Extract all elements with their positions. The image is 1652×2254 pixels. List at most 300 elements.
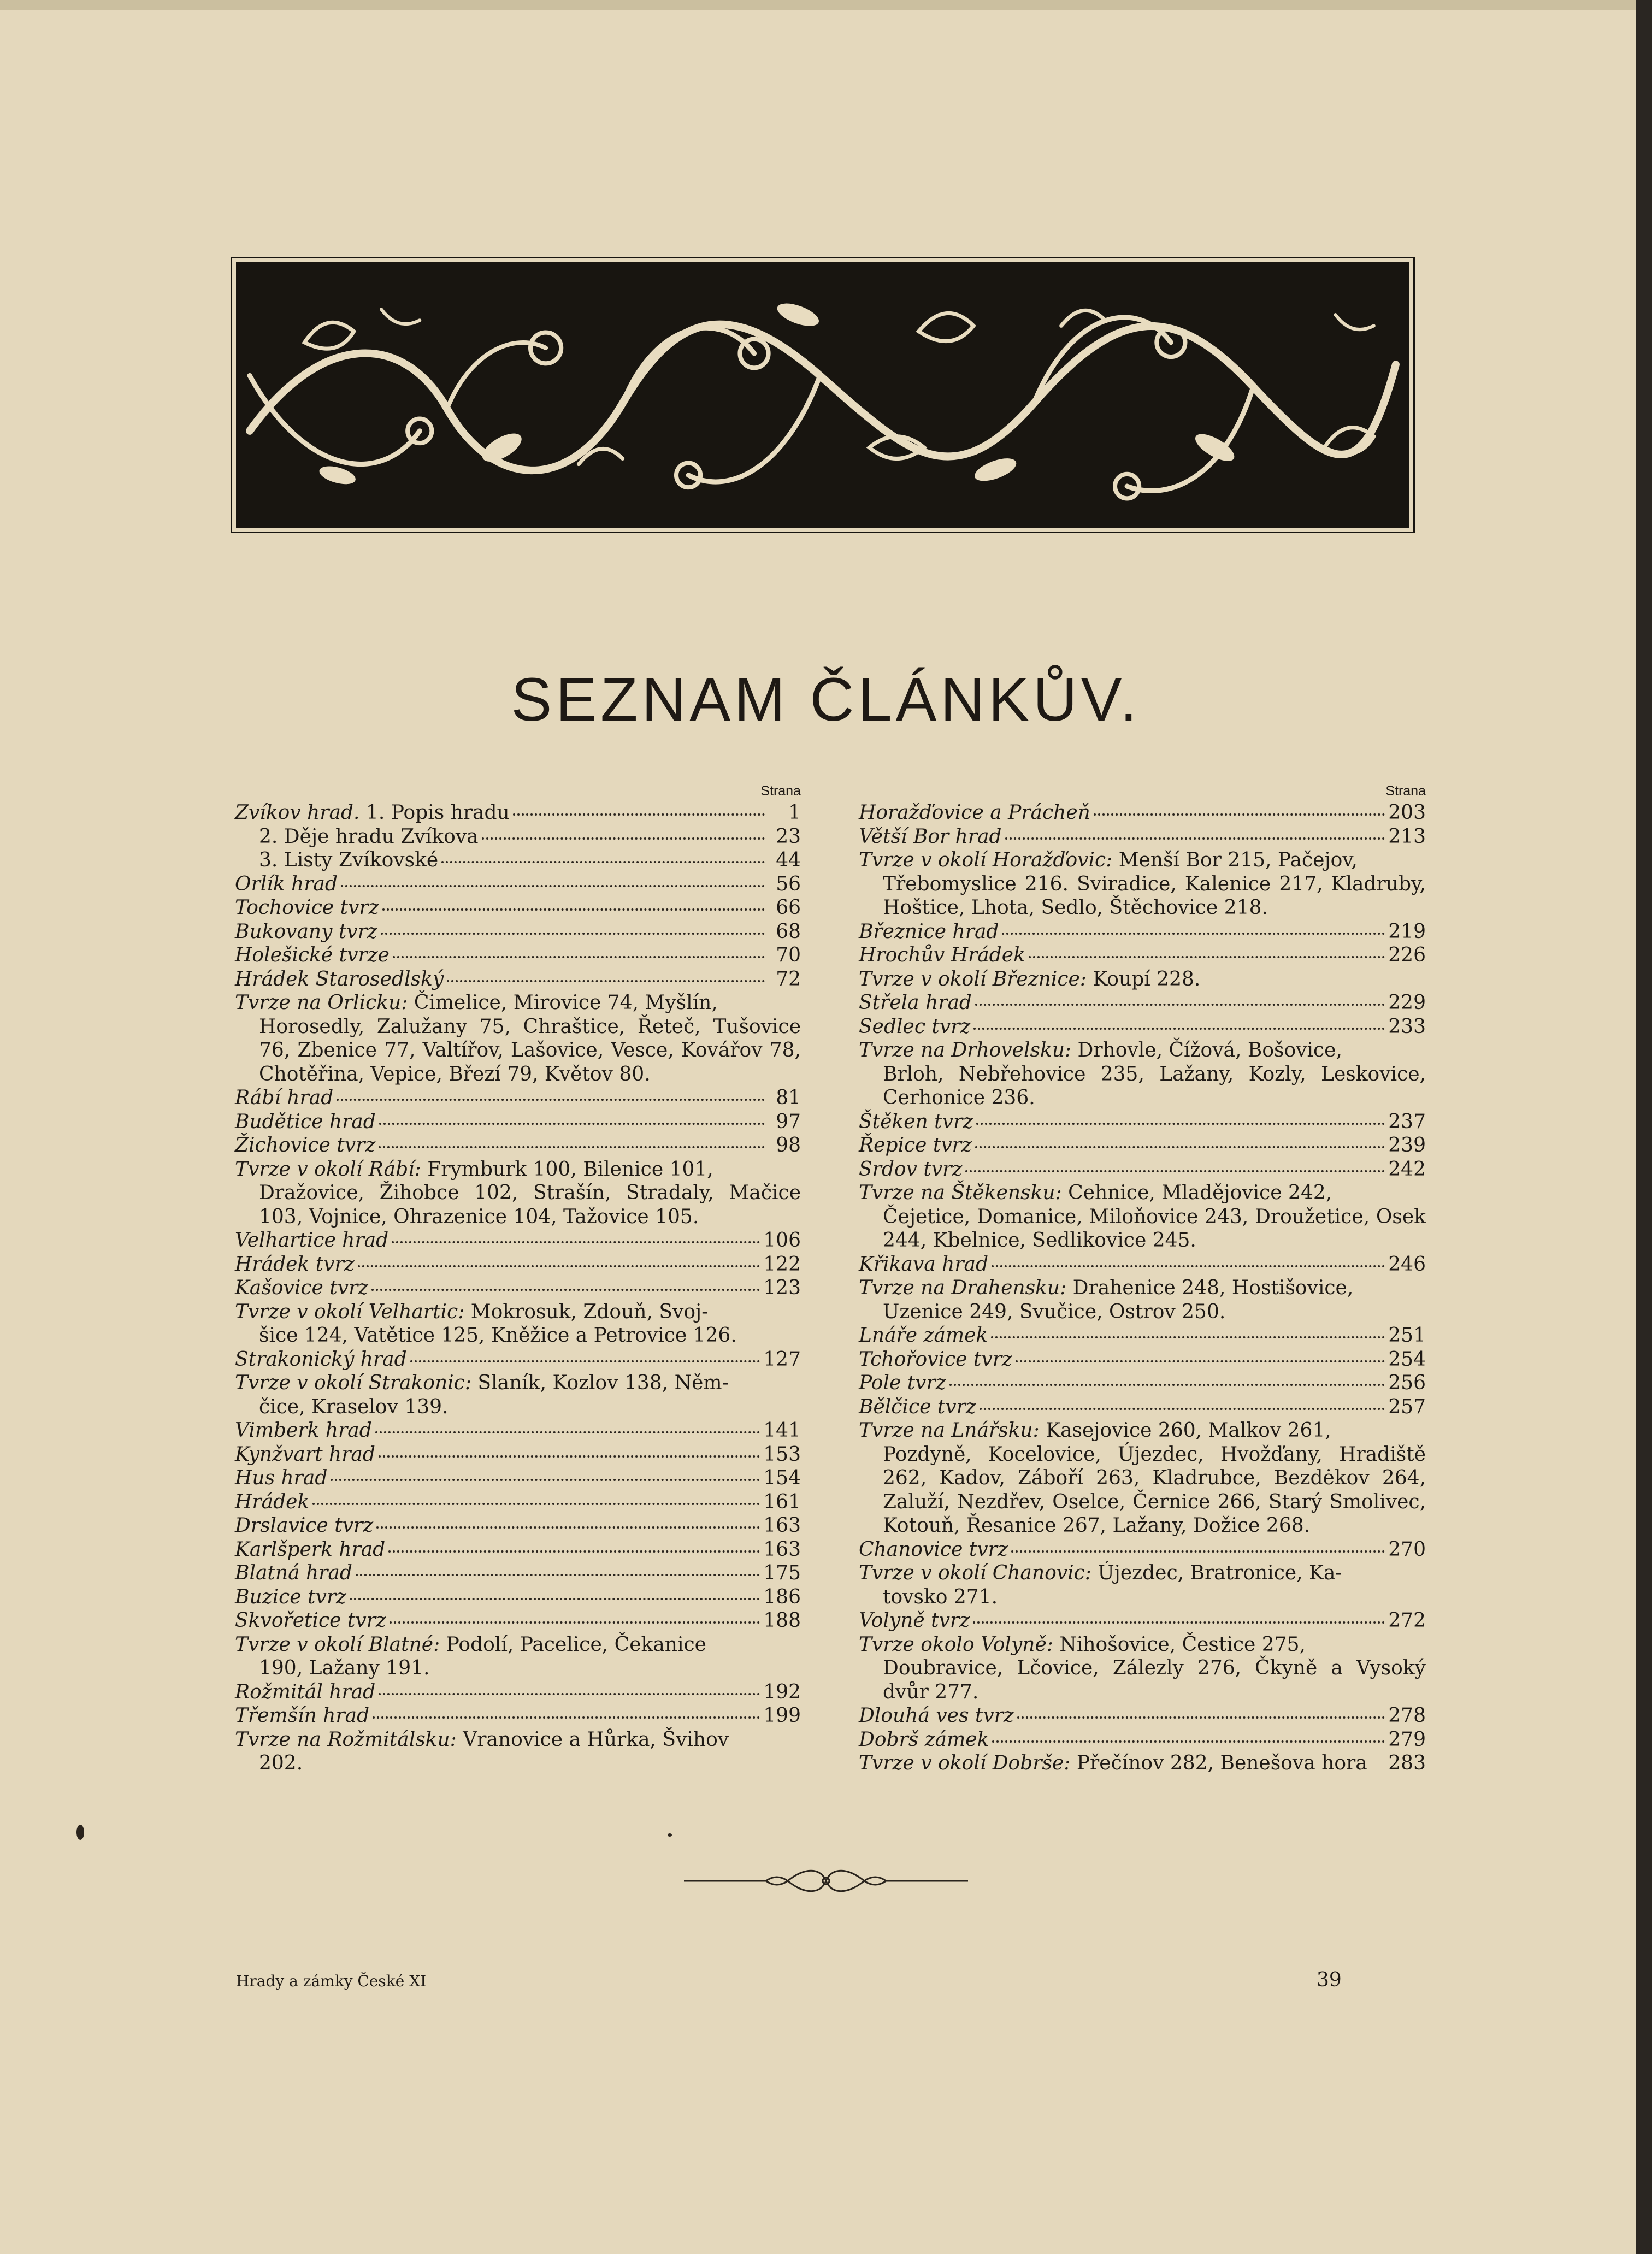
toc-entry-line [859,1371,1426,1395]
entry-page-number: 272 [1388,1609,1426,1632]
dot-leader [356,1574,760,1576]
entry-title: Tvrze v okolí Dobrše: [859,1752,1071,1774]
toc-entry-line [235,1538,801,1562]
entry-title: Třemšín hrad [235,1704,370,1727]
scan-speck [76,1825,84,1840]
toc-entries-right [859,801,1426,1775]
toc-entry [859,1419,1426,1538]
entry-title: Tvrze na Štěkensku: [859,1182,1062,1204]
toc-entry [235,1466,801,1490]
entry-title: Tvrze v okolí Strakonic: [235,1372,471,1394]
entry-page-number: 106 [763,1229,801,1252]
toc-entry-first-line [235,991,801,1015]
toc-entry [235,1514,801,1538]
toc-entry [859,991,1426,1015]
dot-leader [341,885,765,887]
entry-page-number: 279 [1388,1728,1426,1751]
toc-entry [859,1134,1426,1158]
dot-leader [371,1289,760,1291]
toc-entry-line [859,1609,1426,1633]
toc-entry-line [859,1538,1426,1562]
entry-title: Karlšperk hrad [235,1538,386,1561]
toc-entry-line [859,801,1426,825]
entry-page-number: 1 [788,801,801,824]
dot-leader [992,1740,1385,1743]
dot-leader [388,1550,760,1553]
toc-entry [859,1348,1426,1372]
entry-page-number: 163 [763,1538,801,1561]
toc-entry-line [235,1561,801,1585]
toc-entry [235,1158,801,1229]
toc-entry [235,1443,801,1467]
toc-entry [235,1680,801,1704]
toc-entry [235,848,801,872]
entry-title: Tvrze v okolí Blatné: [235,1633,440,1656]
toc-entry [859,848,1426,920]
entry-page-number: 123 [763,1277,801,1299]
toc-entry-line [859,1015,1426,1039]
entry-page-number: 237 [1388,1110,1426,1133]
scan-speck [668,1833,672,1837]
toc-entry [235,1300,801,1348]
toc-entry-line [235,1134,801,1158]
entry-page-number: 257 [1388,1395,1426,1418]
toc-entry [859,1728,1426,1752]
entry-page-number: 163 [763,1514,801,1537]
dot-leader [312,1503,760,1505]
toc-entry [235,801,801,825]
entry-page-number: 122 [763,1253,801,1276]
toc-entry-first-line [859,1276,1426,1300]
toc-entry-line [859,1728,1426,1752]
entry-title: Hus hrad [235,1467,328,1489]
entry-page-number: 254 [1388,1348,1426,1371]
toc-entry [859,1751,1426,1775]
toc-entry-line [859,1253,1426,1277]
entry-continuation: Pozdyně, Kocelovice, Újezdec, Hvožďany, Hradiště 262, Kadov, Záboří 263, Kladrubce, Bezdėkov 264, Zaluží, Nezdřev, Oselce, Černice 266, Starý Smolivec, Kotouň, Řesanice 267, Lažany, Dožice 268. [883,1443,1426,1537]
toc-entry [235,1348,801,1372]
toc-entry [235,1704,801,1728]
entry-page-number: 81 [776,1087,801,1109]
entry-continuation: 202. [259,1752,303,1774]
toc-entry-line [235,1229,801,1253]
entry-title: Hrádek tvrz [235,1253,355,1276]
dot-leader [973,1621,1385,1624]
entry-title: Volyně tvrz [859,1609,970,1632]
dot-leader [393,956,765,958]
entry-detail: Drhovle, Čížová, Bošovice, [1077,1039,1342,1061]
entry-page-number: 72 [776,967,801,990]
toc-entry [235,896,801,920]
toc-entry-first-line [859,1181,1426,1205]
entry-page-number: 98 [776,1134,801,1156]
entry-page-number: 127 [763,1348,801,1371]
entry-detail: Koupí 228. [1093,967,1201,990]
toc-entry-line [235,1253,801,1277]
entry-continuation: čice, Kraselov 139. [259,1395,449,1418]
toc-entry [859,1633,1426,1704]
toc-entry [235,1253,801,1277]
entry-title: Tvrze v okolí Chanovic: [859,1562,1092,1584]
toc-left-column [235,781,801,1775]
toc-entry [859,825,1426,849]
entry-title: Hrádek [235,1490,310,1513]
toc-entry-line [235,943,801,967]
dot-leader [381,933,765,935]
toc-entry [235,1538,801,1562]
toc-right-column [859,781,1426,1775]
entry-title: Tvrze na Drhovelsku: [859,1039,1072,1061]
entry-detail: Slaník, Kozlov 138, Něm- [477,1372,729,1394]
entry-page-number: 97 [776,1110,801,1133]
column-header: Strana [760,783,801,799]
entry-page-number: 199 [763,1704,801,1727]
toc-entry [859,1395,1426,1419]
toc-entry [859,1538,1426,1562]
entry-detail: Vranovice a Hůrka, Švihov [463,1728,729,1751]
toc-entry-line [235,1704,801,1728]
dot-leader [976,1123,1385,1125]
entry-title: Blatná hrad [235,1562,352,1584]
toc-entry-line [235,1419,801,1443]
dot-leader [392,1241,760,1243]
dot-leader [1094,813,1385,816]
toc-entry [859,1609,1426,1633]
dot-leader [358,1265,760,1267]
dot-leader [1002,933,1385,935]
toc-entry [859,1158,1426,1182]
dot-leader [410,1360,760,1362]
toc-entry [859,1704,1426,1728]
entry-page-number: 188 [763,1609,801,1632]
entry-page-number: 154 [763,1467,801,1489]
dot-leader [331,1479,760,1481]
dot-leader [1017,1716,1385,1719]
toc-entry-line [235,801,801,825]
entry-page-number: 56 [776,872,801,895]
toc-entry [859,1110,1426,1134]
entry-continuation: tovsko 271. [883,1585,998,1608]
toc-entry [859,1276,1426,1324]
toc-entry-line [235,1276,801,1300]
toc-entry-first-line [859,848,1426,872]
toc-entry [235,1229,801,1253]
dot-leader [1005,837,1385,840]
dot-leader [382,908,765,911]
ornament-scroll-icon [239,265,1407,525]
entry-detail: Frymburk 100, Bilenice 101, [427,1158,713,1181]
toc-entry-line [859,1324,1426,1348]
toc-entry [235,1086,801,1110]
entry-title: Žichovice tvrz [235,1134,376,1156]
dot-leader [379,1693,760,1695]
dot-leader [974,1028,1385,1030]
flourish-divider-icon [684,1867,968,1895]
toc-entry-line [859,1134,1426,1158]
page-number: 39 [1317,1969,1342,1991]
entry-title: Chanovice tvrz [859,1538,1008,1561]
entry-title: Tochovice tvrz [235,896,379,919]
entry-title: Tvrze v okolí Rábí: [235,1158,421,1181]
entry-page-number: 229 [1388,992,1426,1014]
toc-entry-line [859,825,1426,849]
toc-entry-first-line [235,1633,801,1657]
entry-title: Řepice tvrz [859,1134,972,1156]
toc-entry-line [235,1609,801,1633]
toc-entry-line [235,1110,801,1134]
toc-entry-line [859,943,1426,967]
dot-leader [375,1431,760,1433]
toc-entry [859,1561,1426,1609]
entry-detail: Újezdec, Bratronice, Ka- [1098,1562,1342,1584]
entry-page-number: 278 [1388,1704,1426,1727]
toc-entry [859,1015,1426,1039]
toc-entry [859,1039,1426,1110]
decorative-header-ornament [236,262,1409,528]
entry-title: Hrádek Starosedlský [235,967,444,990]
toc-entry-first-line [235,1300,801,1324]
entry-title: Tvrze v okolí Horažďovic: [859,849,1113,871]
entry-page-number: 256 [1388,1372,1426,1394]
toc-entry [235,1609,801,1633]
entry-page-number: 68 [776,920,801,943]
toc-entry-line [235,1443,801,1467]
entry-continuation: Horosedly, Zalužany 75, Chraštice, Řeteč, Tušovice 76, Zbenice 77, Valtířov, Lašovice, Vesce, Kovářov 78, Chotěřina, Vepice, Březí 79, Květov 80. [259,1015,801,1085]
entry-title: Strakonický hrad [235,1348,407,1371]
toc-entry-line [859,1751,1426,1775]
dot-leader [373,1716,760,1719]
entry-title: Větší Bor hrad [859,825,1002,848]
entry-title: Velhartice hrad [235,1229,389,1252]
entry-detail: Přečínov 282, Benešova hora [1070,1752,1367,1774]
entry-title: Tvrze na Drahensku: [859,1277,1067,1299]
entry-title: Rábí hrad [235,1087,334,1109]
entry-page-number: 192 [763,1680,801,1703]
entry-title: Buzice tvrz [235,1585,347,1608]
toc-entry-first-line [859,1419,1426,1443]
entry-title: Kynžvart hrad [235,1443,375,1466]
entry-title: Hrochův Hrádek [859,944,1025,966]
dot-leader [379,1123,765,1125]
toc-entry [859,1371,1426,1395]
entry-continuation: Čejetice, Domanice, Miloňovice 243, Droužetice, Osek 244, Kbelnice, Sedlikovice 245. [883,1205,1426,1252]
entry-title: Skvořetice tvrz [235,1609,386,1632]
dot-leader [992,1265,1385,1267]
page-title: SEZNAM ČLÁNKŮV. [511,665,1141,734]
entry-detail: Menší Bor 215, Pačejov, [1118,849,1358,871]
toc-entry-line [859,1704,1426,1728]
entry-page-number: 44 [776,849,801,871]
entry-title: Srdov tvrz [859,1158,963,1181]
toc-entry [859,1253,1426,1277]
entry-detail: Cehnice, Mladějovice 242, [1068,1182,1332,1204]
entry-detail: Drahenice 248, Hostišovice, [1072,1277,1354,1299]
entry-title: Tvrze na Lnářsku: [859,1419,1040,1442]
dot-leader [1011,1550,1385,1553]
dot-leader [1029,956,1385,958]
dot-leader [376,1526,760,1529]
dot-leader [390,1621,760,1624]
entry-title: Tchořovice tvrz [859,1348,1012,1371]
entry-continuation: Třebomyslice 216. Sviradice, Kalenice 217, Kladruby, Hoštice, Lhota, Sedlo, Štěchovice 218. [883,872,1426,919]
entry-page-number: 153 [763,1443,801,1466]
entry-title: Rožmitál hrad [235,1680,376,1703]
toc-entry-line [235,896,801,920]
entry-page-number: 219 [1388,920,1426,943]
entry-title: Horažďovice a Prácheň [859,801,1090,824]
entry-title: Štěken tvrz [859,1110,974,1133]
toc-entry [235,1134,801,1158]
toc-entry [235,1419,801,1443]
toc-entry-line [235,920,801,944]
entry-title: Vimberk hrad [235,1419,372,1442]
entry-page-number: 213 [1388,825,1426,848]
dot-leader [350,1598,760,1600]
entry-title: Kašovice tvrz [235,1277,369,1299]
entry-title: Bělčice tvrz [859,1395,976,1418]
entry-page-number: 246 [1388,1253,1426,1276]
entry-page-number: 70 [776,944,801,966]
toc-entry [859,1181,1426,1253]
entry-title: Pole tvrz [859,1372,946,1394]
toc-entry [235,1371,801,1419]
toc-entry [235,943,801,967]
toc-entry-first-line [859,1561,1426,1585]
toc-entry-first-line [235,1158,801,1182]
toc-entry-line [235,967,801,992]
entry-page-number: 239 [1388,1134,1426,1156]
entry-detail: Mokrosuk, Zdouň, Svoj- [470,1300,709,1323]
toc-entry-line [235,848,801,872]
toc-entry-first-line [859,967,1426,992]
dot-leader [991,1336,1385,1338]
entry-page-number: 242 [1388,1158,1426,1181]
entry-page-number: 203 [1388,801,1426,824]
toc-entry-line [859,1110,1426,1134]
toc-entry-line [235,1466,801,1490]
entry-page-number: 226 [1388,944,1426,966]
dot-leader [379,1146,765,1148]
entry-title: Březnice hrad [859,920,999,943]
entry-title: Dobrš zámek [859,1728,989,1751]
dot-leader [1016,1360,1385,1362]
toc-entry [235,1110,801,1134]
entry-continuation: Dražovice, Žihobce 102, Strašín, Stradaly, Mačice 103, Vojnice, Ohrazenice 104, Tažovice 105. [259,1182,801,1228]
toc-entry-line [859,991,1426,1015]
entry-title: Lnáře zámek [859,1324,988,1347]
toc-entry-line [859,920,1426,944]
dot-leader [447,980,765,982]
dot-leader [379,1455,760,1458]
toc-entry [859,1324,1426,1348]
dot-leader [513,813,765,816]
entry-detail: 1. Popis hradu [359,801,510,824]
toc-entry-first-line [235,1371,801,1395]
entry-page-number: 23 [776,825,801,848]
entry-title: Tvrze v okolí Březnice: [859,967,1087,990]
entry-page-number: 283 [1388,1752,1426,1774]
toc-entry-line [235,1514,801,1538]
dot-leader [441,861,765,863]
entry-continuation: Brloh, Nebřehovice 235, Lažany, Kozly, Leskovice, Cerhonice 236. [883,1063,1426,1109]
dot-leader [482,837,765,840]
entry-continuation: Doubravice, Lčovice, Zálezly 276, Čkyně a Vysoký dvůr 277. [883,1657,1426,1703]
entry-title: Tvrze v okolí Velhartic: [235,1300,465,1323]
entry-continuation: šice 124, Vatětice 125, Kněžice a Petrovice 126. [259,1324,737,1347]
entry-detail: Podolí, Pacelice, Čekanice [446,1633,706,1656]
toc-entry [235,1276,801,1300]
dot-leader [975,1146,1385,1148]
toc-entry [235,1561,801,1585]
entry-page-number: 175 [763,1562,801,1584]
toc-entry [235,825,801,849]
toc-entry-line [859,1158,1426,1182]
entry-title: Střela hrad [859,992,972,1014]
entry-title: Zvíkov hrad. [235,801,360,824]
toc-entry [235,920,801,944]
toc-entries-left [235,801,801,1775]
entry-title: Bukovany tvrz [235,920,377,943]
toc-entry [859,920,1426,944]
entry-continuation: Uzenice 249, Svučice, Ostrov 250. [883,1300,1226,1323]
entry-continuation: 190, Lažany 191. [259,1657,430,1679]
entry-page-number: 141 [763,1419,801,1442]
entry-title: Budětice hrad [235,1110,376,1133]
toc-entry-line [235,1348,801,1372]
entry-title: Sedlec tvrz [859,1015,971,1038]
toc-entry [235,967,801,992]
dot-leader [975,1004,1385,1006]
scan-top-edge [0,0,1652,10]
entry-title: Tvrze okolo Volyně: [859,1633,1053,1656]
entry-page-number: 66 [776,896,801,919]
toc-entry-first-line [235,1728,801,1752]
toc-entry [235,991,801,1086]
toc-entry [235,1585,801,1609]
entry-title: Tvrze na Rožmitálsku: [235,1728,457,1751]
dot-leader [337,1099,765,1101]
dot-leader [980,1408,1385,1410]
entry-page-number: 233 [1388,1015,1426,1038]
toc-entry [859,801,1426,825]
toc-entry-first-line [859,1633,1426,1657]
entry-page-number: 186 [763,1585,801,1608]
entry-title: Křikava hrad [859,1253,989,1276]
entry-title: Dlouhá ves tvrz [859,1704,1014,1727]
toc-entry-line [235,1680,801,1704]
toc-entry [235,1633,801,1680]
toc-entry-line [235,825,801,849]
column-header: Strana [1385,783,1426,799]
toc-entry-first-line [859,1039,1426,1063]
toc-entry [859,943,1426,967]
toc-entry-line [859,1395,1426,1419]
toc-entry [235,872,801,896]
entry-title: Tvrze na Orlicku: [235,992,408,1014]
entry-title: Orlík hrad [235,872,338,895]
entry-page-number: 161 [763,1490,801,1513]
toc-entry [235,1490,801,1514]
toc-entry-line [235,1490,801,1514]
entry-title: Holešické tvrze [235,944,390,966]
toc-entry-line [859,1348,1426,1372]
entry-detail: Kasejovice 260, Malkov 261, [1046,1419,1331,1442]
entry-page-number: 251 [1388,1324,1426,1347]
book-title-footer: Hrady a zámky České XI [236,1972,427,1990]
entry-title: Drslavice tvrz [235,1514,374,1537]
dot-leader [965,1170,1385,1172]
entry-detail: Čimelice, Mirovice 74, Myšlín, [414,992,718,1014]
